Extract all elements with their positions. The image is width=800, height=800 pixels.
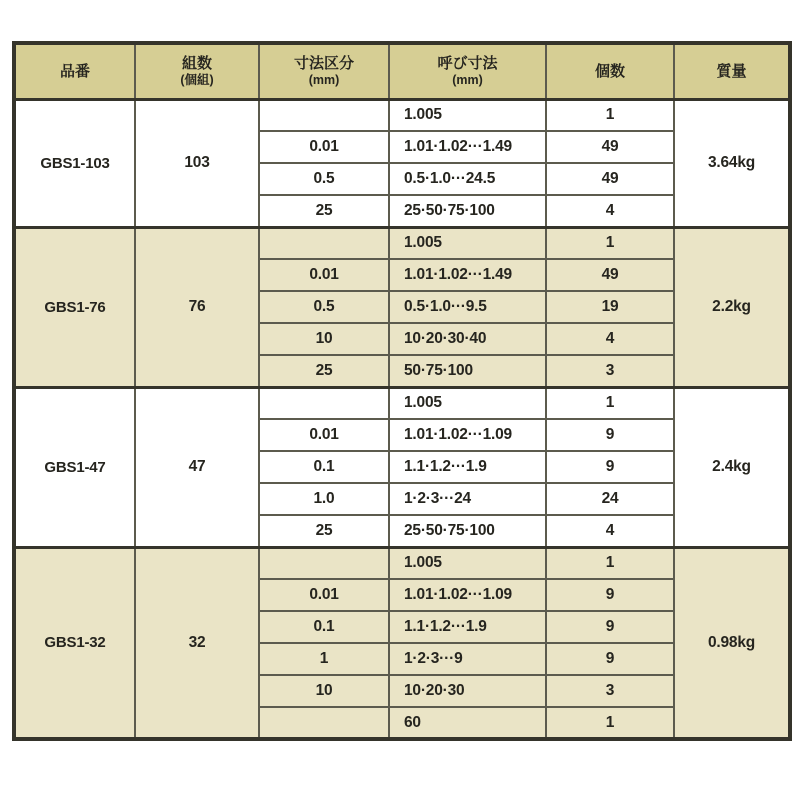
quantity-cell: 1 xyxy=(546,707,674,739)
header-mass xyxy=(674,43,790,99)
table-row xyxy=(14,387,790,419)
header-sublabel: (個組) xyxy=(180,72,214,87)
step-cell xyxy=(259,387,389,419)
quantity-cell: 9 xyxy=(546,451,674,483)
quantity-cell: 9 xyxy=(546,419,674,451)
nominal-size-cell: 1.01·1.02···1.09 xyxy=(389,579,546,611)
step-cell: 0.5 xyxy=(259,163,389,195)
nominal-size-cell: 50·75·100 xyxy=(389,355,546,387)
step-cell: 0.1 xyxy=(259,451,389,483)
step-cell xyxy=(259,707,389,739)
quantity-cell: 3 xyxy=(546,355,674,387)
quantity-cell: 3 xyxy=(546,675,674,707)
set-count-cell: 47 xyxy=(135,387,259,547)
spec-table xyxy=(12,41,792,741)
mass-cell: 2.4kg xyxy=(674,387,790,547)
set-count-cell: 103 xyxy=(135,99,259,227)
part-number-cell: GBS1-32 xyxy=(14,547,135,739)
header-label: 品番 xyxy=(59,62,90,80)
header-nominal-size xyxy=(389,43,546,99)
step-cell xyxy=(259,99,389,131)
quantity-cell: 19 xyxy=(546,291,674,323)
step-cell: 25 xyxy=(259,515,389,547)
step-cell: 25 xyxy=(259,355,389,387)
step-cell: 0.01 xyxy=(259,259,389,291)
nominal-size-cell: 1.1·1.2···1.9 xyxy=(389,451,546,483)
mass-cell: 3.64kg xyxy=(674,99,790,227)
header-label: 呼び寸法 xyxy=(437,55,498,73)
table-body xyxy=(14,99,790,739)
quantity-cell: 1 xyxy=(546,547,674,579)
header-label: 個数 xyxy=(594,62,625,80)
step-cell: 0.5 xyxy=(259,291,389,323)
header-label: 寸法区分 xyxy=(293,55,354,73)
header-sublabel: (mm) xyxy=(308,72,340,87)
nominal-size-cell: 1.005 xyxy=(389,99,546,131)
nominal-size-cell: 1.1·1.2···1.9 xyxy=(389,611,546,643)
nominal-size-cell: 1.005 xyxy=(389,227,546,259)
quantity-cell: 9 xyxy=(546,611,674,643)
table-row xyxy=(14,99,790,131)
step-cell: 1 xyxy=(259,643,389,675)
nominal-size-cell: 25·50·75·100 xyxy=(389,195,546,227)
header-row xyxy=(14,43,790,99)
nominal-size-cell: 1.01·1.02···1.49 xyxy=(389,131,546,163)
step-cell: 0.1 xyxy=(259,611,389,643)
nominal-size-cell: 1.01·1.02···1.49 xyxy=(389,259,546,291)
nominal-size-cell: 60 xyxy=(389,707,546,739)
step-cell: 1.0 xyxy=(259,483,389,515)
nominal-size-cell: 1.005 xyxy=(389,547,546,579)
quantity-cell: 1 xyxy=(546,227,674,259)
part-number-cell: GBS1-76 xyxy=(14,227,135,387)
nominal-size-cell: 1·2·3···24 xyxy=(389,483,546,515)
quantity-cell: 49 xyxy=(546,131,674,163)
quantity-cell: 9 xyxy=(546,579,674,611)
nominal-size-cell: 25·50·75·100 xyxy=(389,515,546,547)
mass-cell: 0.98kg xyxy=(674,547,790,739)
step-cell xyxy=(259,547,389,579)
quantity-cell: 4 xyxy=(546,323,674,355)
quantity-cell: 4 xyxy=(546,515,674,547)
header-step xyxy=(259,43,389,99)
quantity-cell: 4 xyxy=(546,195,674,227)
set-count-cell: 76 xyxy=(135,227,259,387)
header-part-number xyxy=(14,43,135,99)
quantity-cell: 24 xyxy=(546,483,674,515)
table-row xyxy=(14,227,790,259)
header-quantity xyxy=(546,43,674,99)
nominal-size-cell: 10·20·30 xyxy=(389,675,546,707)
nominal-size-cell: 1.005 xyxy=(389,387,546,419)
step-cell: 0.01 xyxy=(259,579,389,611)
header-label: 組数 xyxy=(181,55,212,73)
part-number-cell: GBS1-47 xyxy=(14,387,135,547)
table-row xyxy=(14,547,790,579)
step-cell: 10 xyxy=(259,675,389,707)
header-label: 質量 xyxy=(716,62,747,80)
mass-cell: 2.2kg xyxy=(674,227,790,387)
nominal-size-cell: 1.01·1.02···1.09 xyxy=(389,419,546,451)
step-cell: 25 xyxy=(259,195,389,227)
nominal-size-cell: 10·20·30·40 xyxy=(389,323,546,355)
header-sublabel: (mm) xyxy=(452,72,483,87)
quantity-cell: 9 xyxy=(546,643,674,675)
nominal-size-cell: 0.5·1.0···9.5 xyxy=(389,291,546,323)
quantity-cell: 49 xyxy=(546,259,674,291)
step-cell: 10 xyxy=(259,323,389,355)
header-set-count xyxy=(135,43,259,99)
step-cell: 0.01 xyxy=(259,131,389,163)
quantity-cell: 1 xyxy=(546,387,674,419)
nominal-size-cell: 1·2·3···9 xyxy=(389,643,546,675)
part-number-cell: GBS1-103 xyxy=(14,99,135,227)
step-cell xyxy=(259,227,389,259)
set-count-cell: 32 xyxy=(135,547,259,739)
nominal-size-cell: 0.5·1.0···24.5 xyxy=(389,163,546,195)
quantity-cell: 1 xyxy=(546,99,674,131)
quantity-cell: 49 xyxy=(546,163,674,195)
step-cell: 0.01 xyxy=(259,419,389,451)
